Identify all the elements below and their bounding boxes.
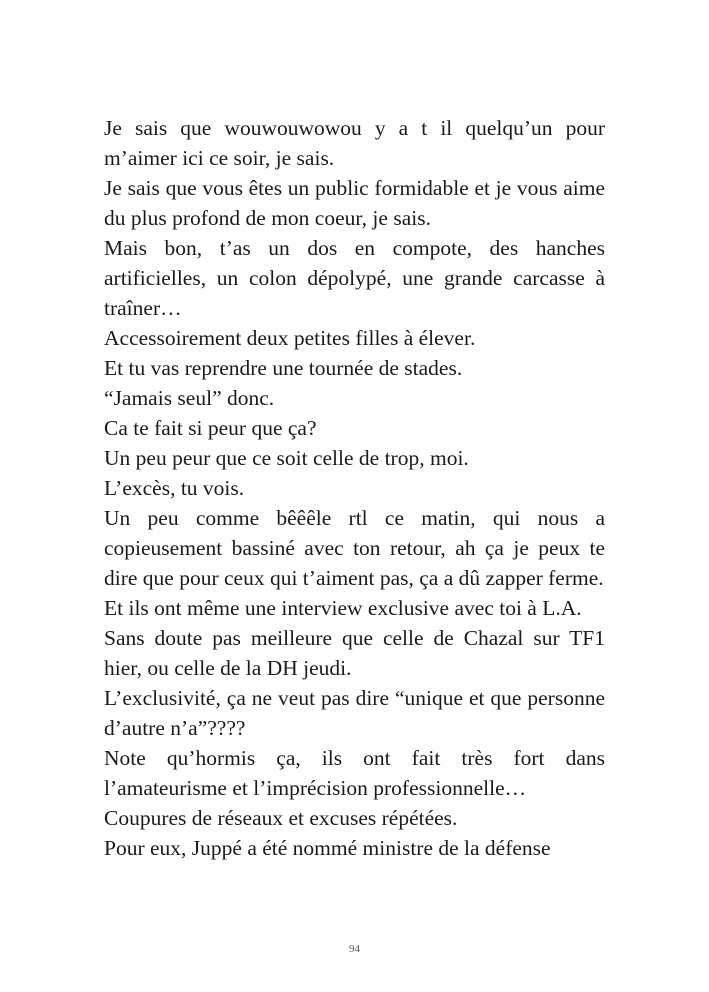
- paragraph: Sans doute pas meilleure que celle de Chazal sur TF1 hier, ou celle de la DH jeudi.: [104, 626, 605, 680]
- paragraph: Accessoirement deux petites filles à élever.: [104, 326, 476, 350]
- paragraph: Mais bon, t’as un dos en compote, des hanches artificielles, un colon dépolypé, une grande carcasse à traîner…: [104, 236, 605, 320]
- paragraph: Coupures de réseaux et excuses répétées.: [104, 806, 458, 830]
- paragraph: Un peu comme bêêêle rtl ce matin, qui nous a copieusement bassiné avec ton retour, ah ça je peux te dire que pour ceux qui t’aiment pas, ça a dû zapper ferme.: [104, 506, 605, 590]
- paragraph: Je sais que vous êtes un public formidable et je vous aime du plus profond de mon coeur, je sais.: [104, 176, 605, 230]
- paragraph: “Jamais seul” donc.: [104, 386, 275, 410]
- page-number: 94: [349, 943, 360, 955]
- paragraph: Et ils ont même une interview exclusive avec toi à L.A.: [104, 596, 582, 620]
- paragraph: Ca te fait si peur que ça?: [104, 416, 317, 440]
- paragraph: L’excès, tu vois.: [104, 476, 245, 500]
- paragraph: Pour eux, Juppé a été nommé ministre de la défense: [104, 836, 551, 860]
- paragraph: Je sais que wouwouwowou y a t il quelqu’un pour m’aimer ici ce soir, je sais.: [104, 116, 605, 170]
- body-text: [104, 113, 605, 863]
- paragraph: Note qu’hormis ça, ils ont fait très fort dans l’amateurisme et l’imprécision professionnelle…: [104, 746, 605, 800]
- paragraph: Et tu vas reprendre une tournée de stades.: [104, 356, 463, 380]
- paragraph: Un peu peur que ce soit celle de trop, moi.: [104, 446, 469, 470]
- paragraph: L’exclusivité, ça ne veut pas dire “unique et que personne d’autre n’a”????: [104, 686, 605, 740]
